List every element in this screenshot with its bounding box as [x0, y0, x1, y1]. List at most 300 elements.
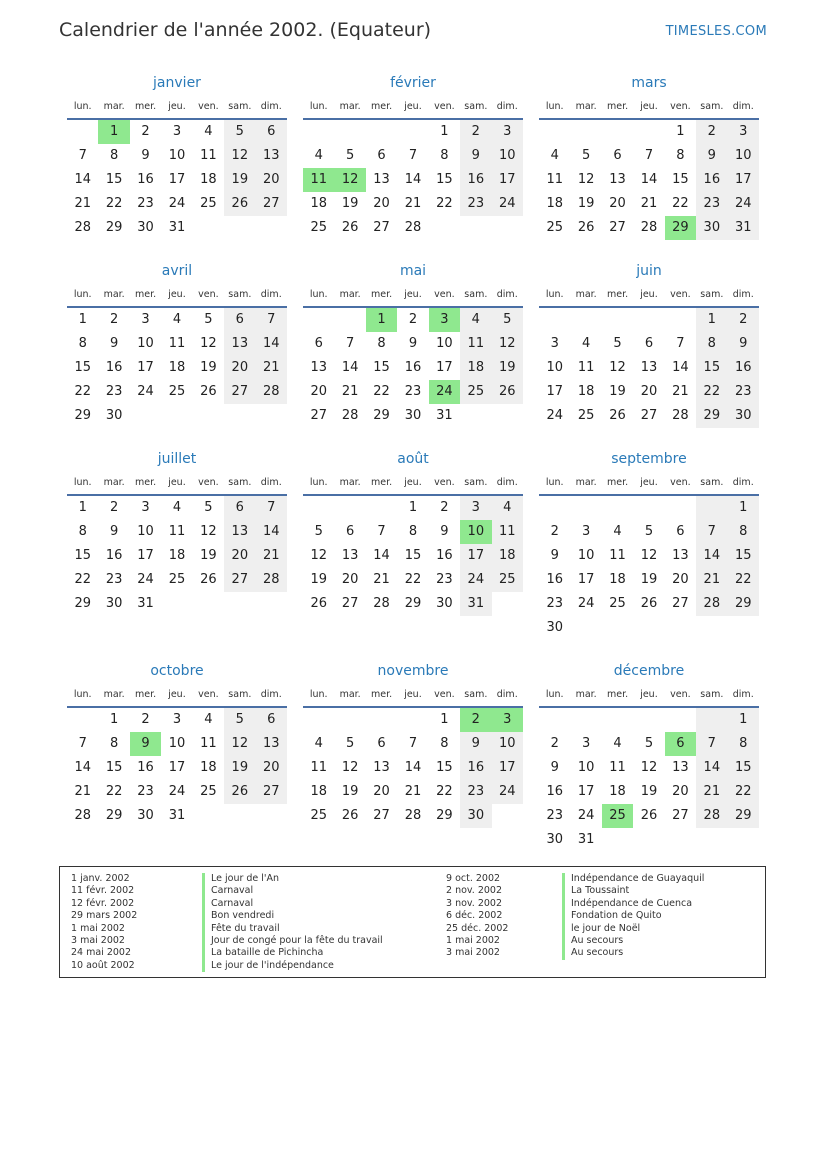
- day-cell: 24: [577, 808, 595, 823]
- day-cell: 20: [672, 784, 689, 799]
- day-cell: 25: [168, 384, 186, 399]
- day-cell: 19: [577, 196, 595, 211]
- legend-holiday-name: Au secours: [562, 947, 704, 959]
- empty-cell: [633, 616, 664, 640]
- site-link[interactable]: TIMESLES.COM: [665, 24, 767, 39]
- empty-cell: [193, 804, 224, 828]
- day-cell: 11: [310, 760, 327, 775]
- day-cell: 27: [224, 380, 255, 404]
- day-cell: 2: [109, 500, 119, 515]
- day-cell: 25: [546, 220, 563, 235]
- empty-cell: [334, 708, 365, 732]
- day-cell: 24: [460, 568, 491, 592]
- day-cell: 25: [577, 408, 595, 423]
- day-cell: 23: [460, 192, 491, 216]
- day-cell: 8: [696, 332, 727, 356]
- day-cell: 12: [640, 548, 658, 563]
- day-cell: 16: [696, 168, 727, 192]
- day-cell: 12: [310, 548, 327, 563]
- legend-date: 1 janv. 2002: [71, 873, 130, 884]
- weekday-label: mer.: [134, 477, 157, 488]
- empty-cell: [193, 216, 224, 240]
- day-cell: 9: [728, 332, 759, 356]
- legend-holiday-name: Carnaval: [202, 898, 383, 910]
- day-cell: 13: [256, 144, 287, 168]
- day-cell: 28: [404, 808, 422, 823]
- day-cell: 17: [168, 760, 186, 775]
- day-cell: 12: [224, 144, 255, 168]
- day-cell: 8: [109, 148, 119, 163]
- weekday-label: ven.: [670, 689, 691, 700]
- weekday-label: jeu.: [404, 101, 422, 112]
- day-cell: 7: [696, 520, 727, 544]
- day-cell: 9: [550, 548, 559, 563]
- week-row: [67, 804, 287, 828]
- weekday-label: sam.: [700, 289, 724, 300]
- month-name: janvier: [153, 75, 201, 91]
- week-row: [539, 356, 759, 380]
- empty-cell: [193, 592, 224, 616]
- legend-holiday-name: Carnaval: [202, 885, 383, 897]
- day-cell: 2: [141, 124, 150, 139]
- day-cell: 28: [373, 596, 390, 611]
- week-row: [539, 404, 759, 428]
- weekday-label: sam.: [228, 289, 252, 300]
- day-cell: 21: [256, 356, 287, 380]
- day-cell: 6: [224, 496, 255, 520]
- day-cell: 26: [640, 596, 658, 611]
- day-cell: 17: [168, 172, 186, 187]
- day-cell: 16: [728, 356, 759, 380]
- weekday-label: mer.: [606, 289, 629, 300]
- month-calendar: [539, 258, 759, 428]
- legend-date: 12 févr. 2002: [71, 897, 135, 909]
- day-cell: 4: [613, 736, 622, 751]
- day-cell: 21: [640, 196, 658, 211]
- day-cell: 27: [373, 808, 390, 823]
- day-cell: 2: [440, 500, 449, 515]
- holiday-day-cell: 12: [334, 168, 365, 192]
- day-cell: 6: [224, 308, 255, 332]
- week-row: [303, 804, 523, 828]
- weekday-label: jeu.: [640, 689, 658, 700]
- day-cell: 2: [550, 524, 559, 539]
- empty-cell: [224, 592, 255, 616]
- weekday-label: jeu.: [168, 289, 186, 300]
- day-cell: 4: [613, 524, 622, 539]
- day-cell: 19: [609, 384, 626, 399]
- week-row: [67, 404, 287, 428]
- week-row: [539, 496, 759, 520]
- week-row: [539, 616, 759, 640]
- day-cell: 31: [460, 592, 491, 616]
- day-cell: 27: [609, 220, 626, 235]
- legend-date: 1 mai 2002: [446, 934, 500, 946]
- weekday-header: [539, 472, 759, 496]
- day-cell: 5: [581, 148, 591, 163]
- day-cell: 23: [436, 572, 453, 587]
- day-cell: 19: [200, 360, 217, 375]
- day-cell: 4: [314, 736, 323, 751]
- empty-cell: [366, 120, 397, 144]
- day-cell: 4: [460, 308, 491, 332]
- weekday-label: mer.: [134, 101, 157, 112]
- week-row: [67, 380, 287, 404]
- day-cell: 29: [696, 404, 727, 428]
- empty-cell: [334, 120, 365, 144]
- legend-date: 6 déc. 2002: [446, 910, 503, 922]
- day-cell: 30: [546, 832, 563, 847]
- holiday-legend: [59, 866, 766, 978]
- day-cell: 16: [105, 360, 123, 375]
- legend-date: 1 mai 2002: [71, 922, 125, 934]
- legend-date: 3 mai 2002: [446, 947, 500, 959]
- weekday-label: sam.: [700, 689, 724, 700]
- legend-date: 3 nov. 2002: [446, 897, 502, 909]
- day-cell: 1: [78, 500, 87, 515]
- legend-left-dates: [71, 873, 137, 972]
- day-cell: 17: [728, 168, 759, 192]
- day-cell: 8: [78, 336, 87, 351]
- weekday-label: sam.: [700, 101, 724, 112]
- day-cell: 1: [78, 312, 87, 327]
- empty-cell: [397, 708, 428, 732]
- holiday-day-cell: 6: [665, 732, 696, 756]
- day-cell: 14: [373, 548, 390, 563]
- day-cell: 7: [256, 496, 287, 520]
- day-cell: 11: [492, 520, 523, 544]
- day-cell: 26: [492, 380, 523, 404]
- day-cell: 22: [105, 196, 123, 211]
- day-cell: 24: [546, 408, 563, 423]
- empty-cell: [256, 804, 287, 828]
- week-row: [67, 168, 287, 192]
- weekday-label: lun.: [545, 289, 564, 300]
- empty-cell: [224, 216, 255, 240]
- empty-cell: [224, 804, 255, 828]
- day-cell: 13: [373, 760, 390, 775]
- empty-cell: [492, 404, 523, 428]
- month-calendar: [67, 70, 287, 240]
- day-cell: 10: [577, 548, 595, 563]
- month-name: novembre: [377, 663, 449, 679]
- weekday-label: jeu.: [168, 101, 186, 112]
- weekday-label: dim.: [260, 689, 282, 700]
- day-cell: 22: [105, 784, 123, 799]
- day-cell: 28: [696, 804, 727, 828]
- weekday-label: mar.: [339, 289, 361, 300]
- day-cell: 6: [377, 736, 386, 751]
- day-cell: 5: [314, 524, 323, 539]
- weekday-label: dim.: [260, 101, 282, 112]
- day-cell: 30: [728, 404, 759, 428]
- day-cell: 13: [672, 548, 689, 563]
- day-cell: 19: [341, 784, 359, 799]
- day-cell: 4: [314, 148, 323, 163]
- day-cell: 27: [256, 780, 287, 804]
- legend-holiday-name: Bon vendredi: [202, 910, 383, 922]
- day-cell: 24: [577, 596, 595, 611]
- day-cell: 22: [436, 784, 453, 799]
- day-cell: 8: [408, 524, 418, 539]
- weekday-label: dim.: [260, 477, 282, 488]
- day-cell: 19: [492, 356, 523, 380]
- day-cell: 9: [460, 144, 491, 168]
- day-cell: 4: [581, 336, 591, 351]
- day-cell: 17: [577, 784, 595, 799]
- day-cell: 7: [696, 732, 727, 756]
- day-cell: 16: [137, 760, 154, 775]
- day-cell: 9: [109, 336, 119, 351]
- empty-cell: [665, 616, 696, 640]
- day-cell: 8: [109, 736, 119, 751]
- day-cell: 7: [78, 148, 87, 163]
- day-cell: 24: [137, 384, 154, 399]
- week-row: [539, 804, 759, 828]
- day-cell: 5: [224, 120, 255, 144]
- day-cell: 13: [224, 520, 255, 544]
- day-cell: 6: [377, 148, 386, 163]
- day-cell: 17: [460, 544, 491, 568]
- empty-cell: [539, 708, 570, 732]
- week-row: [303, 520, 523, 544]
- day-cell: 3: [728, 120, 759, 144]
- weekday-label: mar.: [575, 689, 597, 700]
- weekday-label: mar.: [103, 289, 125, 300]
- empty-cell: [460, 404, 491, 428]
- empty-cell: [256, 592, 287, 616]
- weekday-header: [303, 96, 523, 120]
- weekday-label: jeu.: [640, 101, 658, 112]
- day-cell: 18: [168, 360, 186, 375]
- week-row: [539, 756, 759, 780]
- day-cell: 22: [728, 568, 759, 592]
- empty-cell: [696, 708, 727, 732]
- legend-holiday-name: Indépendance de Guayaquil: [562, 873, 704, 885]
- day-cell: 20: [640, 384, 658, 399]
- empty-cell: [570, 708, 601, 732]
- month-calendar: [539, 70, 759, 240]
- weekday-label: jeu.: [640, 289, 658, 300]
- legend-date: 3 mai 2002: [71, 934, 125, 946]
- weekday-label: jeu.: [168, 689, 186, 700]
- month-name: août: [397, 451, 429, 467]
- day-cell: 10: [436, 336, 453, 351]
- week-row: [539, 144, 759, 168]
- day-cell: 20: [224, 356, 255, 380]
- day-cell: 28: [74, 220, 91, 235]
- weekday-label: ven.: [198, 689, 219, 700]
- day-cell: 30: [436, 596, 453, 611]
- weekday-label: mer.: [606, 101, 629, 112]
- day-cell: 29: [74, 596, 91, 611]
- weekday-label: mar.: [339, 477, 361, 488]
- day-cell: 19: [224, 168, 255, 192]
- weekday-label: ven.: [434, 689, 455, 700]
- empty-cell: [130, 404, 161, 428]
- day-cell: 17: [546, 384, 563, 399]
- week-row: [67, 780, 287, 804]
- day-cell: 22: [696, 380, 727, 404]
- day-cell: 7: [345, 336, 355, 351]
- legend-holiday-name: Le jour de l'An: [202, 873, 383, 885]
- day-cell: 13: [256, 732, 287, 756]
- week-row: [303, 592, 523, 616]
- empty-cell: [539, 496, 570, 520]
- day-cell: 5: [345, 148, 355, 163]
- day-cell: 3: [141, 312, 150, 327]
- day-cell: 11: [609, 760, 626, 775]
- week-row: [303, 544, 523, 568]
- empty-cell: [633, 496, 664, 520]
- weekday-label: dim.: [260, 289, 282, 300]
- weekday-label: mar.: [575, 477, 597, 488]
- day-cell: 3: [141, 500, 150, 515]
- day-cell: 28: [404, 220, 422, 235]
- month-calendar: [303, 446, 523, 616]
- weekday-label: mar.: [575, 289, 597, 300]
- empty-cell: [303, 120, 334, 144]
- day-cell: 6: [256, 708, 287, 732]
- day-cell: 5: [345, 736, 355, 751]
- week-row: [67, 544, 287, 568]
- day-cell: 26: [609, 408, 626, 423]
- day-cell: 15: [74, 548, 91, 563]
- day-cell: 19: [640, 572, 658, 587]
- day-cell: 17: [492, 168, 523, 192]
- weekday-label: lun.: [73, 689, 92, 700]
- week-row: [539, 828, 759, 852]
- day-cell: 24: [728, 192, 759, 216]
- weekday-header: [67, 284, 287, 308]
- day-cell: 10: [137, 336, 154, 351]
- day-cell: 4: [492, 496, 523, 520]
- month-name: octobre: [150, 663, 204, 679]
- day-cell: 24: [168, 784, 186, 799]
- legend-holiday-name: La Toussaint: [562, 885, 704, 897]
- day-cell: 11: [168, 336, 186, 351]
- day-cell: 1: [408, 500, 418, 515]
- day-cell: 30: [105, 408, 123, 423]
- day-cell: 18: [200, 760, 217, 775]
- day-cell: 31: [137, 596, 154, 611]
- day-cell: 10: [492, 732, 523, 756]
- day-cell: 15: [696, 356, 727, 380]
- empty-cell: [696, 828, 727, 852]
- day-cell: 8: [377, 336, 386, 351]
- month-calendar: [539, 446, 759, 640]
- weekday-label: jeu.: [168, 477, 186, 488]
- day-cell: 27: [256, 192, 287, 216]
- weekday-label: lun.: [309, 101, 328, 112]
- day-cell: 11: [200, 736, 217, 751]
- week-row: [67, 120, 287, 144]
- day-cell: 28: [256, 380, 287, 404]
- day-cell: 7: [676, 336, 685, 351]
- day-cell: 13: [224, 332, 255, 356]
- day-cell: 18: [310, 784, 327, 799]
- day-cell: 9: [460, 732, 491, 756]
- empty-cell: [602, 496, 633, 520]
- day-cell: 2: [109, 312, 119, 327]
- weekday-label: dim.: [496, 689, 518, 700]
- day-cell: 15: [728, 756, 759, 780]
- month-name: mars: [631, 75, 667, 91]
- day-cell: 21: [696, 780, 727, 804]
- weekday-label: ven.: [670, 101, 691, 112]
- empty-cell: [633, 708, 664, 732]
- day-cell: 8: [728, 732, 759, 756]
- weekday-label: mar.: [339, 101, 361, 112]
- month-name: septembre: [611, 451, 687, 467]
- weekday-label: sam.: [464, 289, 488, 300]
- day-cell: 12: [341, 760, 359, 775]
- month-name: décembre: [613, 663, 685, 679]
- empty-cell: [570, 496, 601, 520]
- day-cell: 4: [550, 148, 559, 163]
- day-cell: 6: [613, 148, 622, 163]
- weekday-label: ven.: [434, 289, 455, 300]
- legend-date: 24 mai 2002: [71, 947, 132, 959]
- day-cell: 28: [74, 808, 91, 823]
- day-cell: 26: [640, 808, 658, 823]
- day-cell: 30: [137, 220, 154, 235]
- weekday-label: dim.: [732, 477, 754, 488]
- day-cell: 11: [168, 524, 186, 539]
- day-cell: 20: [373, 784, 390, 799]
- day-cell: 15: [373, 360, 390, 375]
- week-row: [539, 708, 759, 732]
- day-cell: 18: [310, 196, 327, 211]
- weekday-label: sam.: [464, 689, 488, 700]
- day-cell: 27: [373, 220, 390, 235]
- holiday-day-cell: 11: [303, 168, 334, 192]
- day-cell: 16: [105, 548, 123, 563]
- day-cell: 7: [377, 524, 386, 539]
- day-cell: 26: [200, 384, 217, 399]
- weekday-label: mer.: [606, 689, 629, 700]
- day-cell: 5: [644, 524, 654, 539]
- week-row: [303, 380, 523, 404]
- day-cell: 22: [436, 196, 453, 211]
- legend-holiday-name: Fondation de Quito: [562, 910, 704, 922]
- day-cell: 24: [137, 572, 154, 587]
- day-cell: 20: [256, 168, 287, 192]
- week-row: [539, 168, 759, 192]
- week-row: [67, 568, 287, 592]
- day-cell: 15: [436, 760, 453, 775]
- holiday-day-cell: 9: [130, 732, 161, 756]
- day-cell: 19: [640, 784, 658, 799]
- legend-date: 10 août 2002: [71, 959, 135, 971]
- day-cell: 20: [310, 384, 327, 399]
- month-calendar: [303, 70, 523, 240]
- weekday-header: [303, 472, 523, 496]
- day-cell: 22: [74, 384, 91, 399]
- day-cell: 31: [168, 808, 186, 823]
- empty-cell: [492, 216, 523, 240]
- legend-holiday-name: Jour de congé pour la fête du travail: [202, 935, 383, 947]
- week-row: [67, 592, 287, 616]
- empty-cell: [602, 616, 633, 640]
- day-cell: 10: [492, 144, 523, 168]
- week-row: [539, 332, 759, 356]
- day-cell: 25: [200, 784, 217, 799]
- day-cell: 3: [172, 712, 182, 727]
- empty-cell: [334, 308, 365, 332]
- empty-cell: [665, 308, 696, 332]
- day-cell: 23: [105, 572, 123, 587]
